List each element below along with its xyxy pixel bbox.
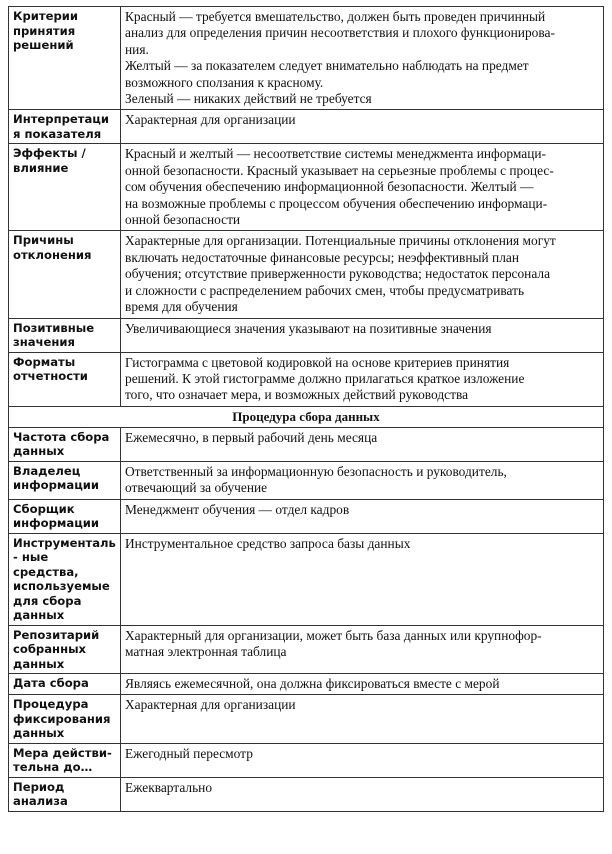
value-line: обучения; отсутствие приверженности руководства; недостаток персонала (125, 266, 551, 282)
value-line: Зеленый — никаких действий не требуется (125, 91, 372, 107)
table-row (9, 625, 604, 674)
row-value (121, 695, 604, 744)
row-label: Репозитарий собранных данных (9, 625, 121, 674)
row-value (121, 144, 604, 231)
value-line: сом обучения обеспечению информационной безопасности. Желтый — (125, 179, 534, 195)
row-value (121, 427, 604, 461)
value-line: анализ для определения причин несоответствия и плохого функционирова- (125, 25, 555, 41)
row-value (121, 625, 604, 674)
table-row (9, 7, 604, 110)
row-value (121, 352, 604, 406)
value-line: Являясь ежемесячной, она должна фиксироваться вместе с мерой (125, 676, 500, 692)
value-line: онной безопасности (125, 212, 241, 228)
value-line: онной безопасности. Красный указывает на серьезные проблемы с процес- (125, 162, 554, 178)
row-label: Интерпретация показателя (9, 110, 121, 144)
value-line: Ежеквартально (125, 779, 213, 795)
value-line: Гистограмма с цветовой кодировкой на основе критериев принятия (125, 354, 510, 370)
table-body-top (9, 7, 604, 407)
value-line: ния. (125, 41, 149, 57)
value-line: Увеличивающиеся значения указывают на позитивные значения (125, 320, 492, 336)
table-row (9, 352, 604, 406)
value-line: Характерные для организации. Потенциальные причины отклонения могут (125, 233, 556, 249)
table-body-bottom (9, 427, 604, 811)
table-row (9, 533, 604, 625)
row-value (121, 777, 604, 811)
value-line: Характерная для организации (125, 697, 296, 713)
table-row (9, 743, 604, 777)
row-value (121, 318, 604, 352)
row-value (121, 499, 604, 533)
value-line: матная электронная таблица (125, 643, 287, 659)
table-row (9, 777, 604, 811)
row-label: Причины отклонения (9, 231, 121, 318)
row-value (121, 110, 604, 144)
value-line: возможного сползания к красному. (125, 74, 324, 90)
value-line: Ежегодный пересмотр (125, 745, 253, 761)
row-label: Мера действи- тельна до… (9, 743, 121, 777)
value-line: Красный и желтый — несоответствие системы менеджмента информаци- (125, 146, 547, 162)
row-value (121, 674, 604, 695)
value-line: время для обучения (125, 299, 238, 315)
document-page (8, 6, 604, 812)
row-label: Процедура фиксирования данных (9, 695, 121, 744)
row-label: Период анализа (9, 777, 121, 811)
measure-spec-table (8, 6, 604, 812)
table-row (9, 231, 604, 318)
section-header-row (9, 406, 604, 427)
row-value (121, 7, 604, 110)
row-label: Позитивные значения (9, 318, 121, 352)
table-row (9, 144, 604, 231)
value-line: Красный — требуется вмешательство, должен быть проведен причинный (125, 9, 546, 24)
row-label: Сборщик информации (9, 499, 121, 533)
value-line: на возможные проблемы с процессом обучения обеспечению информаци- (125, 195, 548, 211)
value-line: и сложности с распределением рабочих смен, чтобы предусматривать (125, 282, 525, 298)
value-line: Ответственный за информационную безопасность и руководитель, (125, 463, 507, 479)
row-label: Критерии принятия решений (9, 7, 121, 110)
table-row (9, 461, 604, 499)
value-line: Желтый — за показателем следует внимательно наблюдать на предмет (125, 58, 529, 74)
row-label: Владелец информации (9, 461, 121, 499)
row-label: Дата сбора (9, 674, 121, 695)
value-line: Характерный для организации, может быть база данных или крупнофор- (125, 627, 542, 643)
row-value (121, 461, 604, 499)
row-label: Частота сбора данных (9, 427, 121, 461)
value-line: Инструментальное средство запроса базы данных (125, 535, 411, 551)
row-label: Форматы отчетности (9, 352, 121, 406)
row-value (121, 533, 604, 625)
table-row (9, 674, 604, 695)
row-value (121, 231, 604, 318)
value-line: того, что означает мера, и возможных действий руководства (125, 387, 469, 403)
table-row (9, 695, 604, 744)
table-row (9, 110, 604, 144)
value-line: Менеджмент обучения — отдел кадров (125, 501, 350, 517)
value-line: отвечающий за обучение (125, 480, 268, 496)
section-title: Процедура сбора данных (9, 406, 604, 427)
table-row (9, 318, 604, 352)
table-row (9, 499, 604, 533)
row-label: Эффекты / влияние (9, 144, 121, 231)
value-line: решений. К этой гистограмме должно прилагаться краткое изложение (125, 370, 525, 386)
value-line: Характерная для организации (125, 112, 296, 128)
value-line: включать недостаточные финансовые ресурсы; неэффективный план (125, 249, 519, 265)
section-header-body (9, 406, 604, 427)
row-value (121, 743, 604, 777)
value-line: Ежемесячно, в первый рабочий день месяца (125, 429, 378, 445)
table-row (9, 427, 604, 461)
row-label: Инструменталь- ные средства, используемые для сбора данных (9, 533, 121, 625)
